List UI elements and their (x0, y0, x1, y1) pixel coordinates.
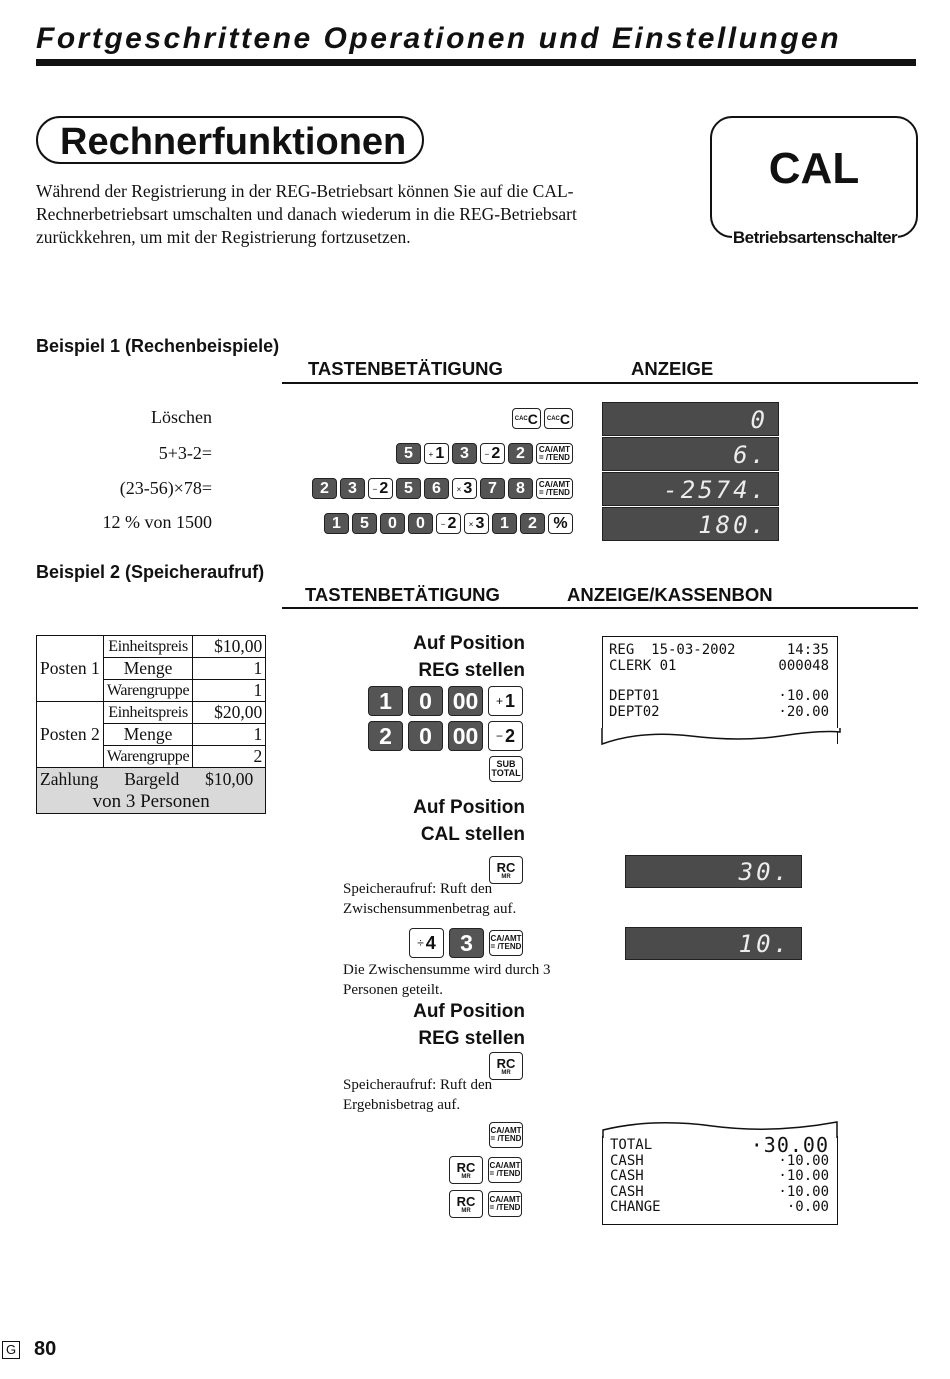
digit-key[interactable]: 0 (408, 686, 443, 716)
intro-line: zurückkehren, um mit der Registrierung fortzusetzen. (36, 227, 411, 247)
digit-key[interactable]: 5 (396, 443, 421, 464)
language-mark: G (2, 1341, 20, 1359)
digit-key[interactable]: 2 (312, 478, 337, 499)
keyrow-example-add (396, 443, 573, 464)
example1-col-display: ANZEIGE (631, 358, 714, 379)
divide-key[interactable]: ÷ 4 (409, 928, 444, 958)
step2-instruction (413, 794, 525, 848)
digit-key[interactable]: 2 (520, 513, 545, 534)
payment-amount: $10,00 (205, 768, 254, 789)
keyrow-item1 (368, 686, 523, 716)
lcd-display: -2574. (602, 472, 779, 506)
example1-rule (282, 382, 918, 384)
table-cell: $10,00 (193, 636, 266, 658)
step1-line1: Auf Position (413, 633, 525, 654)
table-cell: $20,00 (193, 702, 266, 724)
digit-key[interactable]: 0 (408, 513, 433, 534)
table-row-payment (37, 768, 266, 791)
rc-mr-key[interactable]: RC MR (449, 1156, 483, 1184)
receipt-line: DEPT01 ·10.00 (609, 688, 829, 704)
receipt-line: CASH ·10.00 (610, 1168, 829, 1184)
percent-key[interactable]: % (548, 513, 573, 534)
digit-key[interactable]: 7 (480, 478, 505, 499)
ca-amt-tend-key[interactable]: CA/AMT = /TEND (536, 478, 573, 499)
table-cell: Menge (103, 724, 192, 746)
receipt-total: TOTAL ·30.00 (610, 1133, 829, 1157)
minus-key[interactable]: − 2 (480, 443, 505, 464)
example1-row-label: Löschen (151, 407, 212, 427)
table-cell: 1 (193, 658, 266, 680)
digit-key[interactable]: 5 (396, 478, 421, 499)
note-recall-subtotal: Speicheraufruf: Ruft den Zwischensummenbetrag auf. (343, 881, 517, 917)
digit-key[interactable]: 3 (449, 928, 484, 958)
double-zero-key[interactable]: 00 (448, 721, 483, 751)
intro-paragraph (36, 180, 636, 249)
keyrow-item2 (368, 721, 523, 751)
minus-key[interactable]: − 2 (436, 513, 461, 534)
ca-amt-tend-key[interactable]: CA/AMT = /TEND (489, 930, 523, 956)
plus-key[interactable]: + 1 (488, 686, 523, 716)
table-cell: Warengruppe (103, 746, 192, 768)
receipt-header: REG 15-03-2002 14:35 (609, 642, 829, 658)
minus-key[interactable]: − 2 (368, 478, 393, 499)
digit-key[interactable]: 2 (368, 721, 403, 751)
keyrow-rc-ca (449, 1156, 522, 1184)
table-cell: von 3 Personen (37, 790, 266, 814)
ca-amt-tend-key[interactable]: CA/AMT = /TEND (488, 1157, 522, 1183)
mode-switch-value: CAL (768, 144, 860, 193)
step3-line2: REG stellen (418, 1028, 525, 1049)
table-cell: Posten 2 (37, 702, 104, 768)
example1-col-keys: TASTENBETÄTIGUNG (308, 358, 503, 379)
payment-label: Zahlung (40, 768, 99, 789)
step3-line1: Auf Position (413, 1001, 525, 1022)
payment-method: Bargeld (124, 768, 180, 789)
example1-row-label: (23-56)×78= (119, 478, 212, 498)
page-header-title: Fortgeschrittene Operationen und Einstellungen (36, 22, 842, 55)
table-cell: Menge (103, 658, 192, 680)
times-key[interactable]: × 3 (464, 513, 489, 534)
digit-key[interactable]: 2 (508, 443, 533, 464)
mode-switch-box (710, 116, 918, 247)
receipt-line: CASH ·10.00 (610, 1183, 829, 1200)
item-table (36, 635, 266, 814)
mode-switch-label: Betriebsartenschalter (732, 228, 898, 247)
receipt-clerk: CLERK 01 000048 (609, 657, 829, 674)
times-key[interactable]: × 3 (452, 478, 477, 499)
table-cell: Einheitspreis (103, 636, 192, 658)
table-row (37, 702, 266, 724)
receipt-1-torn-edge (601, 728, 841, 748)
table-cell: Posten 1 (37, 636, 104, 702)
digit-key[interactable]: 3 (452, 443, 477, 464)
rc-mr-key[interactable]: RC MR (489, 1052, 523, 1080)
digit-key[interactable]: 1 (324, 513, 349, 534)
table-cell: 1 (193, 724, 266, 746)
lcd-display: 6. (602, 437, 779, 471)
table-cell: Einheitspreis (103, 702, 192, 724)
keyrow-rc-ca (449, 1190, 522, 1218)
note-divided: Die Zwischensumme wird durch 3 Personen geteilt. (343, 962, 551, 998)
digit-key[interactable]: 3 (340, 478, 365, 499)
digit-key[interactable]: 0 (380, 513, 405, 534)
section-title: Rechnerfunktionen (36, 116, 424, 164)
digit-key[interactable]: 8 (508, 478, 533, 499)
example2-title: Beispiel 2 (Speicheraufruf) (36, 562, 265, 582)
example2-col-display: ANZEIGE/KASSENBON (567, 584, 773, 605)
subtotal-key[interactable]: SUB TOTAL (489, 756, 523, 782)
example2-col-keys: TASTENBETÄTIGUNG (305, 584, 500, 605)
step2-line1: Auf Position (413, 797, 525, 818)
example1-title: Beispiel 1 (Rechenbeispiele) (36, 336, 280, 356)
digit-key[interactable]: 1 (368, 686, 403, 716)
example2-rule (282, 607, 918, 609)
rc-mr-key[interactable]: RC MR (489, 856, 523, 884)
lcd-display: 30. (625, 855, 802, 888)
ca-amt-tend-key[interactable]: CA/AMT = /TEND (536, 443, 573, 464)
keyrow-clear (512, 408, 573, 429)
ca-amt-tend-key[interactable]: CA/AMT = /TEND (488, 1191, 522, 1217)
receipt-line: CHANGE ·0.00 (610, 1199, 829, 1215)
header-rule (36, 59, 916, 66)
receipt-line: DEPT02 ·20.00 (609, 703, 829, 720)
digit-key[interactable]: 6 (424, 478, 449, 499)
digit-key[interactable]: 5 (352, 513, 377, 534)
step1-line2: REG stellen (418, 660, 525, 681)
rc-mr-key[interactable]: RC MR (449, 1190, 483, 1218)
minus-key[interactable]: − 2 (488, 721, 523, 751)
table-cell: 1 (193, 680, 266, 702)
table-row (37, 636, 266, 658)
clear-key[interactable]: CAC C (512, 408, 541, 429)
table-cell (37, 768, 266, 791)
lcd-display: 180. (602, 507, 779, 541)
intro-line: Rechnerbetriebsart umschalten und danach wiederum in die REG-Betriebsart (36, 204, 577, 224)
digit-key[interactable]: 1 (492, 513, 517, 534)
note-recall-result: Speicheraufruf: Ruft den Ergebnisbetrag auf. (343, 1077, 493, 1113)
example1-row-label: 5+3-2= (158, 443, 212, 463)
double-zero-key[interactable]: 00 (448, 686, 483, 716)
keyrow-example-multiply (312, 478, 573, 499)
keyrow-example-percent (324, 513, 573, 534)
example1-row-label: 12 % von 1500 (102, 512, 212, 532)
step1-instruction (413, 630, 525, 684)
table-row-persons (37, 790, 266, 814)
page-number: 80 (34, 1338, 57, 1360)
keyrow-divide (409, 928, 523, 958)
intro-line: Während der Registrierung in der REG-Betriebsart können Sie auf die CAL- (36, 181, 574, 201)
receipt-line: CASH ·10.00 (610, 1152, 829, 1169)
plus-key[interactable]: + 1 (424, 443, 449, 464)
table-cell: 2 (193, 746, 266, 768)
digit-key[interactable]: 0 (408, 721, 443, 751)
table-cell: Warengruppe (103, 680, 192, 702)
ca-amt-tend-key[interactable]: CA/AMT = /TEND (489, 1122, 523, 1148)
step3-instruction (413, 998, 525, 1052)
clear-key[interactable]: CAC C (544, 408, 573, 429)
receipt-2 (602, 1133, 838, 1225)
lcd-display: 0 (602, 402, 779, 436)
lcd-display: 10. (625, 927, 802, 960)
step2-line2: CAL stellen (420, 824, 525, 845)
